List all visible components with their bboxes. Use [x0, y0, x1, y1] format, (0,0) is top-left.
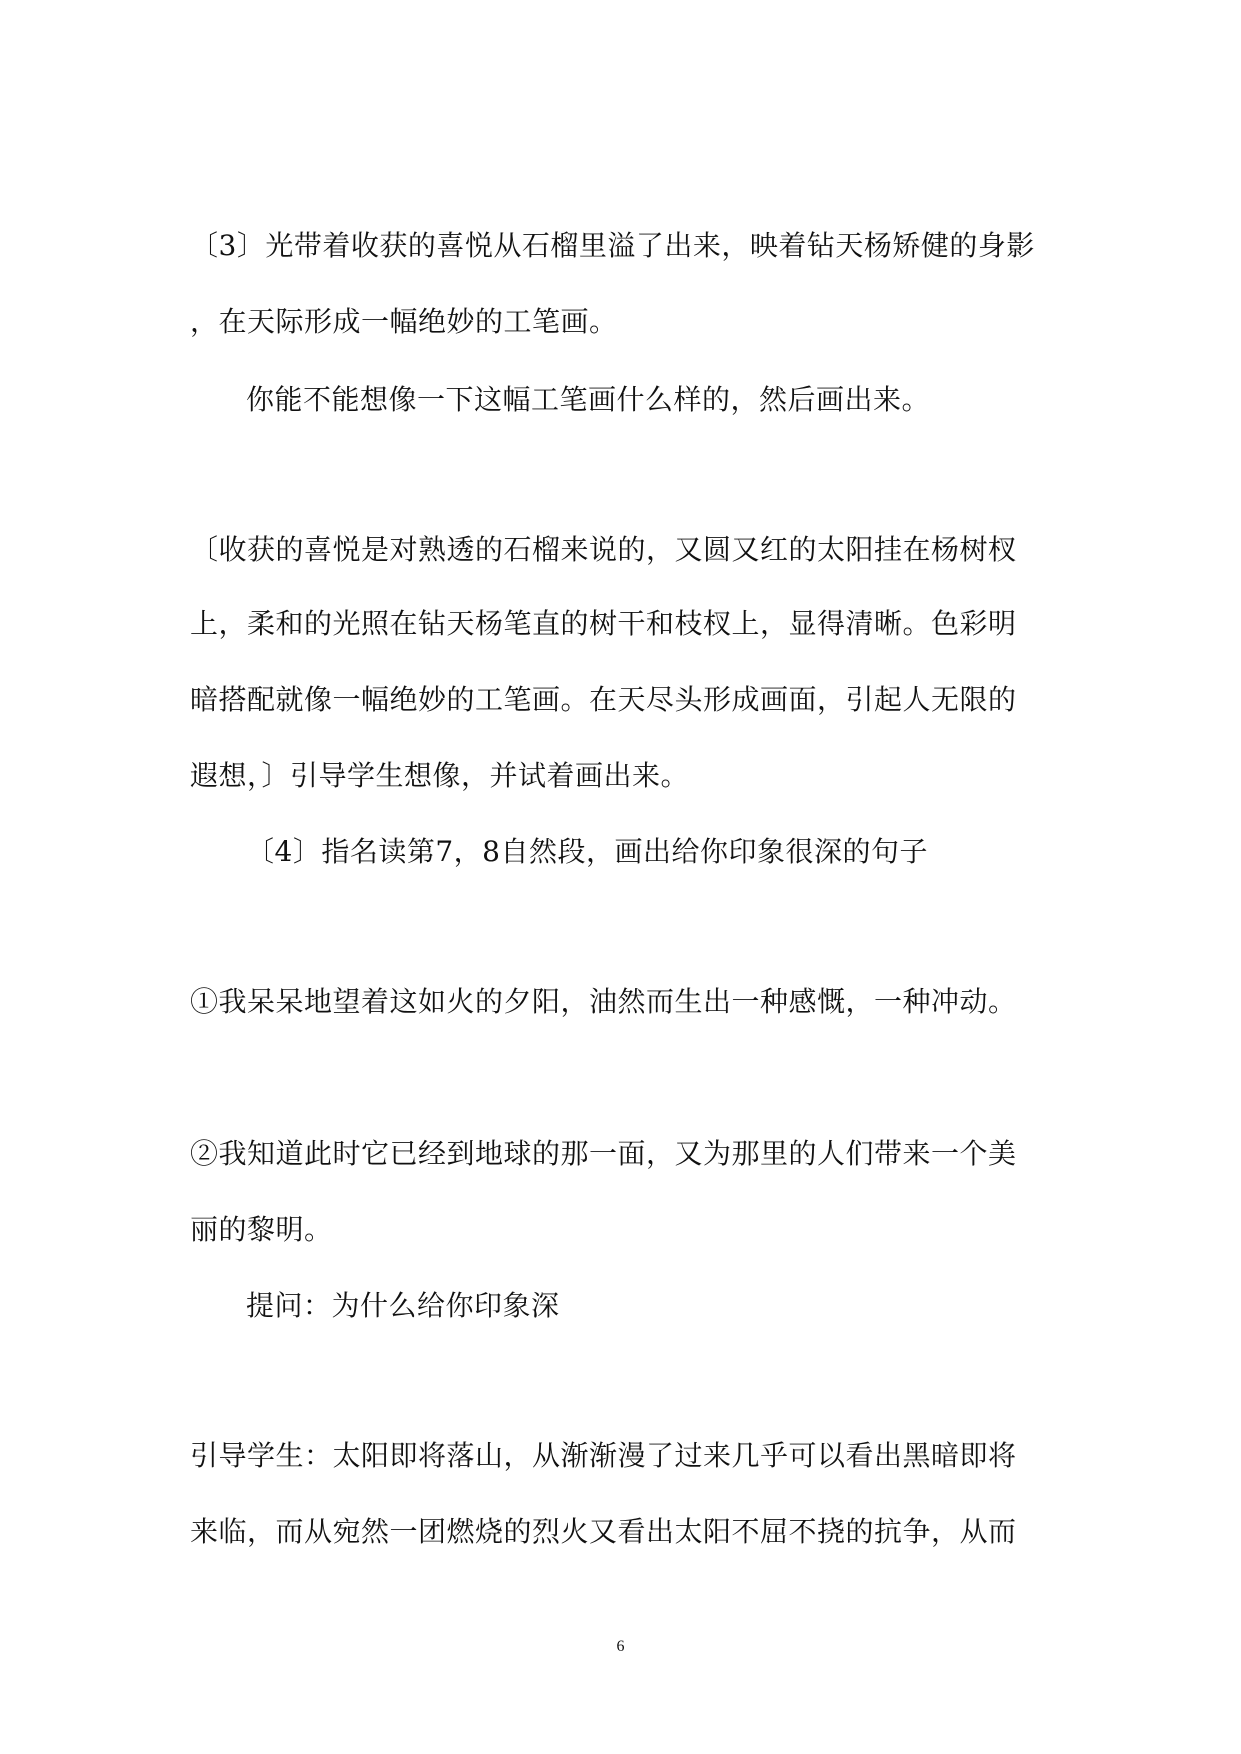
- text-line: ②我知道此时它已经到地球的那一面，又为那里的人们带来一个美: [190, 1137, 1017, 1170]
- text-line: 暗搭配就像一幅绝妙的工笔画。在天尽头形成画面，引起人无限的: [190, 683, 1017, 716]
- text-line: 遐想，〕引导学生想像，并试着画出来。: [190, 759, 690, 792]
- text-line: 〔收获的喜悦是对熟透的石榴来说的，又圆又红的太阳挂在杨树杈: [190, 533, 1017, 566]
- text-line: 上，柔和的光照在钻天杨笔直的树干和枝杈上，显得清晰。色彩明: [190, 607, 1017, 640]
- text-line: 〔4〕指名读第7，8自然段，画出给你印象很深的句子: [246, 835, 928, 868]
- page-number: 6: [616, 1638, 625, 1655]
- text-line: 引导学生：太阳即将落山，从渐渐漫了过来几乎可以看出黑暗即将: [190, 1439, 1017, 1472]
- text-line: 提问：为什么给你印象深: [246, 1289, 560, 1322]
- text-line: ①我呆呆地望着这如火的夕阳，油然而生出一种感慨，一种冲动。: [190, 985, 1017, 1018]
- text-line: ，在天际形成一幅绝妙的工笔画。: [190, 305, 618, 338]
- text-line: 〔3〕光带着收获的喜悦从石榴里溢了出来，映着钻天杨矫健的身影: [190, 229, 1035, 262]
- text-line: 你能不能想像一下这幅工笔画什么样的，然后画出来。: [246, 383, 931, 416]
- text-line: 丽的黎明。: [190, 1213, 333, 1246]
- text-line: 来临，而从宛然一团燃烧的烈火又看出太阳不屈不挠的抗争，从而: [190, 1515, 1017, 1548]
